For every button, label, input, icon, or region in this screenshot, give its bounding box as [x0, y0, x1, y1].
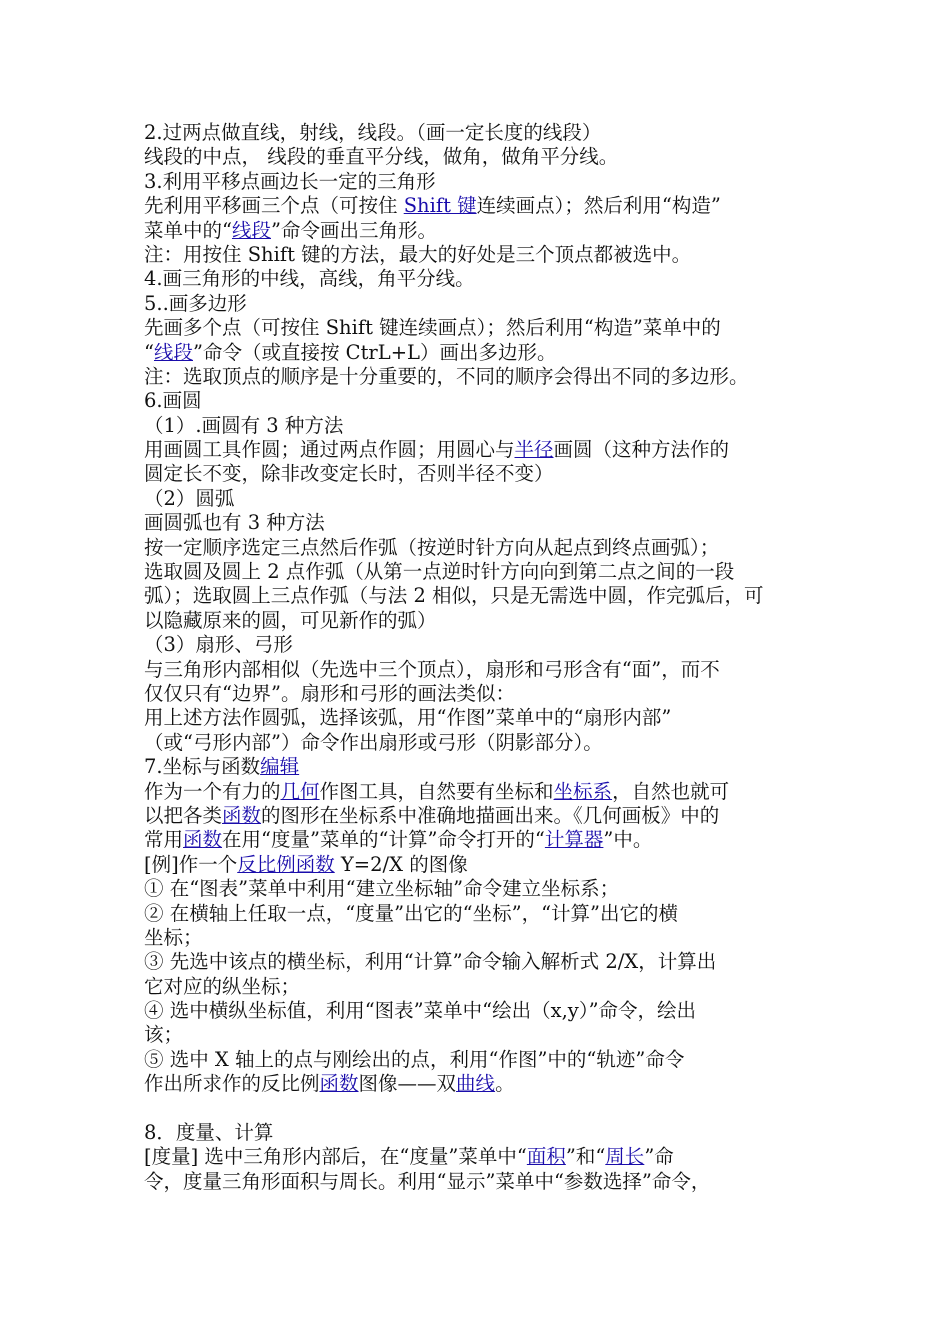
text-line [144, 219, 822, 243]
text-run: 用画圆工具作圆；通过两点作圆；用圆心与 [144, 438, 515, 462]
text-run: ”命 [644, 1145, 674, 1169]
text-run: 连续画点）；然后利用“构造” [476, 194, 721, 218]
text-run: 该； [144, 1023, 184, 1047]
text-line [144, 706, 822, 730]
text-line [144, 1072, 822, 1096]
text-run: ⑤ 选中 X 轴上的点与刚绘出的点，利用“作图”中的“轨迹”命令 [144, 1047, 685, 1071]
text-run: ”命令画出三角形。 [271, 218, 437, 242]
text-run: 注：选取顶点的顺序是十分重要的，不同的顺序会得出不同的多边形。 [144, 364, 749, 388]
text-line [144, 1023, 822, 1047]
text-run: 仅仅只有“边界”。扇形和弓形的画法类似： [144, 681, 515, 705]
text-line [144, 926, 822, 950]
text-run: 用上述方法作圆弧，选择该弧，用“作图”菜单中的“扇形内部” [144, 706, 672, 730]
text-line [144, 902, 822, 926]
text-line [144, 365, 822, 389]
text-line [144, 609, 822, 633]
text-run: 弧）；选取圆上三点作弧（与法 2 相似，只是无需选中圆，作完弧后，可 [144, 584, 764, 608]
text-line [144, 828, 822, 852]
text-line [144, 414, 822, 438]
hyperlink[interactable]: 坐标系 [553, 779, 613, 803]
text-run: [例]作一个 [144, 852, 238, 876]
text-run: 4.画三角形的中线，高线，角平分线。 [144, 267, 475, 291]
hyperlink[interactable]: 几何 [280, 779, 320, 803]
text-run: 常用 [144, 828, 184, 852]
text-run: 以隐藏原来的圆，可见新作的弧） [144, 608, 437, 632]
hyperlink[interactable]: 反比例函数 [237, 852, 335, 876]
text-run: 坐标； [144, 925, 203, 949]
text-run: 在用“度量”菜单的“计算”命令打开的“ [222, 828, 545, 852]
text-line [144, 243, 822, 267]
text-line [144, 1145, 822, 1169]
hyperlink[interactable]: 曲线 [456, 1072, 496, 1096]
text-run: 6.画圆 [144, 389, 202, 413]
text-line [144, 170, 822, 194]
text-line [144, 389, 822, 413]
text-line [144, 121, 822, 145]
text-line [144, 194, 822, 218]
text-run: （或“弓形内部”）命令作出扇形或弓形（阴影部分）。 [144, 730, 603, 754]
text-line [144, 1170, 822, 1194]
text-run: （2）圆弧 [144, 486, 235, 510]
hyperlink[interactable]: 函数 [319, 1072, 359, 1096]
text-run: 的图形在坐标系中准确地描画出来。《几何画板》中的 [261, 803, 720, 827]
text-run: ”中。 [603, 828, 653, 852]
text-run: ① 在“图表”菜单中利用“建立坐标轴”命令建立坐标系； [144, 877, 620, 901]
text-run: ③ 先选中该点的横坐标，利用“计算”命令输入解析式 2/X，计算出 [144, 950, 717, 974]
text-run: ④ 选中横纵坐标值，利用“图表”菜单中“绘出（x,y）”命令，绘出 [144, 999, 697, 1023]
text-run: [度量] 选中三角形内部后，在“度量”菜单中“ [144, 1145, 527, 1169]
text-line [144, 560, 822, 584]
text-run: Y=2/X 的图像 [334, 852, 468, 876]
text-line [144, 804, 822, 828]
text-line [144, 633, 822, 657]
hyperlink[interactable]: 函数 [183, 828, 223, 852]
text-line [144, 950, 822, 974]
text-run: 。 [495, 1072, 515, 1096]
text-run: “ [144, 340, 154, 364]
text-run: ”和“ [565, 1145, 606, 1169]
text-run: （3）扇形、弓形 [144, 633, 293, 657]
text-run: 作为一个有力的 [144, 779, 281, 803]
text-line [144, 1121, 822, 1145]
text-line [144, 999, 822, 1023]
text-run: 它对应的纵坐标； [144, 974, 301, 998]
text-run: 线段的中点， 线段的垂直平分线，做角，做角平分线。 [144, 145, 619, 169]
hyperlink[interactable]: 线段 [153, 340, 193, 364]
text-run: ”命令（或直接按 CtrL+L）画出多边形。 [193, 340, 557, 364]
hyperlink[interactable]: 面积 [526, 1145, 566, 1169]
text-line [144, 438, 822, 462]
text-line [144, 341, 822, 365]
text-run: 按一定顺序选定三点然后作弧（按逆时针方向从起点到终点画弧）； [144, 535, 720, 559]
text-line [144, 292, 822, 316]
text-line [144, 780, 822, 804]
text-run: 图像——双 [358, 1072, 457, 1096]
text-line [144, 975, 822, 999]
text-run: 3.利用平移点画边长一定的三角形 [144, 169, 436, 193]
text-line [144, 755, 822, 779]
text-line [144, 267, 822, 291]
text-line [144, 316, 822, 340]
text-run: 作出所求作的反比例 [144, 1072, 320, 1096]
text-run: ② 在横轴上任取一点，“度量”出它的“坐标”，“计算”出它的横 [144, 901, 679, 925]
text-line [144, 877, 822, 901]
text-run: 以把各类 [144, 803, 223, 827]
hyperlink[interactable]: 线段 [231, 218, 271, 242]
text-run: 7.坐标与函数 [144, 755, 261, 779]
text-run: 2.过两点做直线，射线，线段。（画一定长度的线段） [144, 121, 602, 144]
text-run: 注：用按住 Shift 键的方法，最大的好处是三个顶点都被选中。 [144, 242, 692, 266]
text-line [144, 145, 822, 169]
text-line [144, 1048, 822, 1072]
text-line [144, 487, 822, 511]
text-run: 作图工具，自然要有坐标和 [319, 779, 554, 803]
text-run: （1）.画圆有 3 种方法 [144, 413, 344, 437]
text-line [144, 462, 822, 486]
text-line [144, 536, 822, 560]
text-line [144, 511, 822, 535]
hyperlink[interactable]: 编辑 [260, 755, 300, 779]
hyperlink[interactable]: 周长 [605, 1145, 645, 1169]
text-line [144, 853, 822, 877]
hyperlink[interactable]: Shift 键 [403, 194, 477, 218]
text-run: 圆定长不变，除非改变定长时，否则半径不变） [144, 462, 554, 486]
text-run: 令，度量三角形面积与周长。利用“显示”菜单中“参数选择”命令， [144, 1169, 711, 1193]
text-run: ，自然也就可 [612, 779, 730, 803]
text-line [144, 731, 822, 755]
text-run: 先利用平移画三个点（可按住 [144, 194, 404, 218]
text-run: 8．度量、计算 [144, 1121, 274, 1145]
text-run: 5..画多边形 [144, 291, 247, 315]
text-run: 先画多个点（可按住 Shift 键连续画点）；然后利用“构造”菜单中的 [144, 316, 721, 340]
text-line [144, 682, 822, 706]
text-line [144, 584, 822, 608]
text-run: 画圆弧也有 3 种方法 [144, 511, 325, 535]
text-run: 与三角形内部相似（先选中三个顶点），扇形和弓形含有“面”，而不 [144, 657, 720, 681]
text-run: 选取圆及圆上 2 点作弧（从第一点逆时针方向向到第二点之间的一段 [144, 560, 735, 584]
text-run: 菜单中的“ [144, 218, 232, 242]
hyperlink[interactable]: 函数 [222, 803, 262, 827]
hyperlink[interactable]: 半径 [514, 438, 554, 462]
text-line [144, 658, 822, 682]
text-run: 画圆（这种方法作的 [553, 438, 730, 462]
blank-line [144, 1097, 822, 1121]
hyperlink[interactable]: 计算器 [544, 828, 604, 852]
